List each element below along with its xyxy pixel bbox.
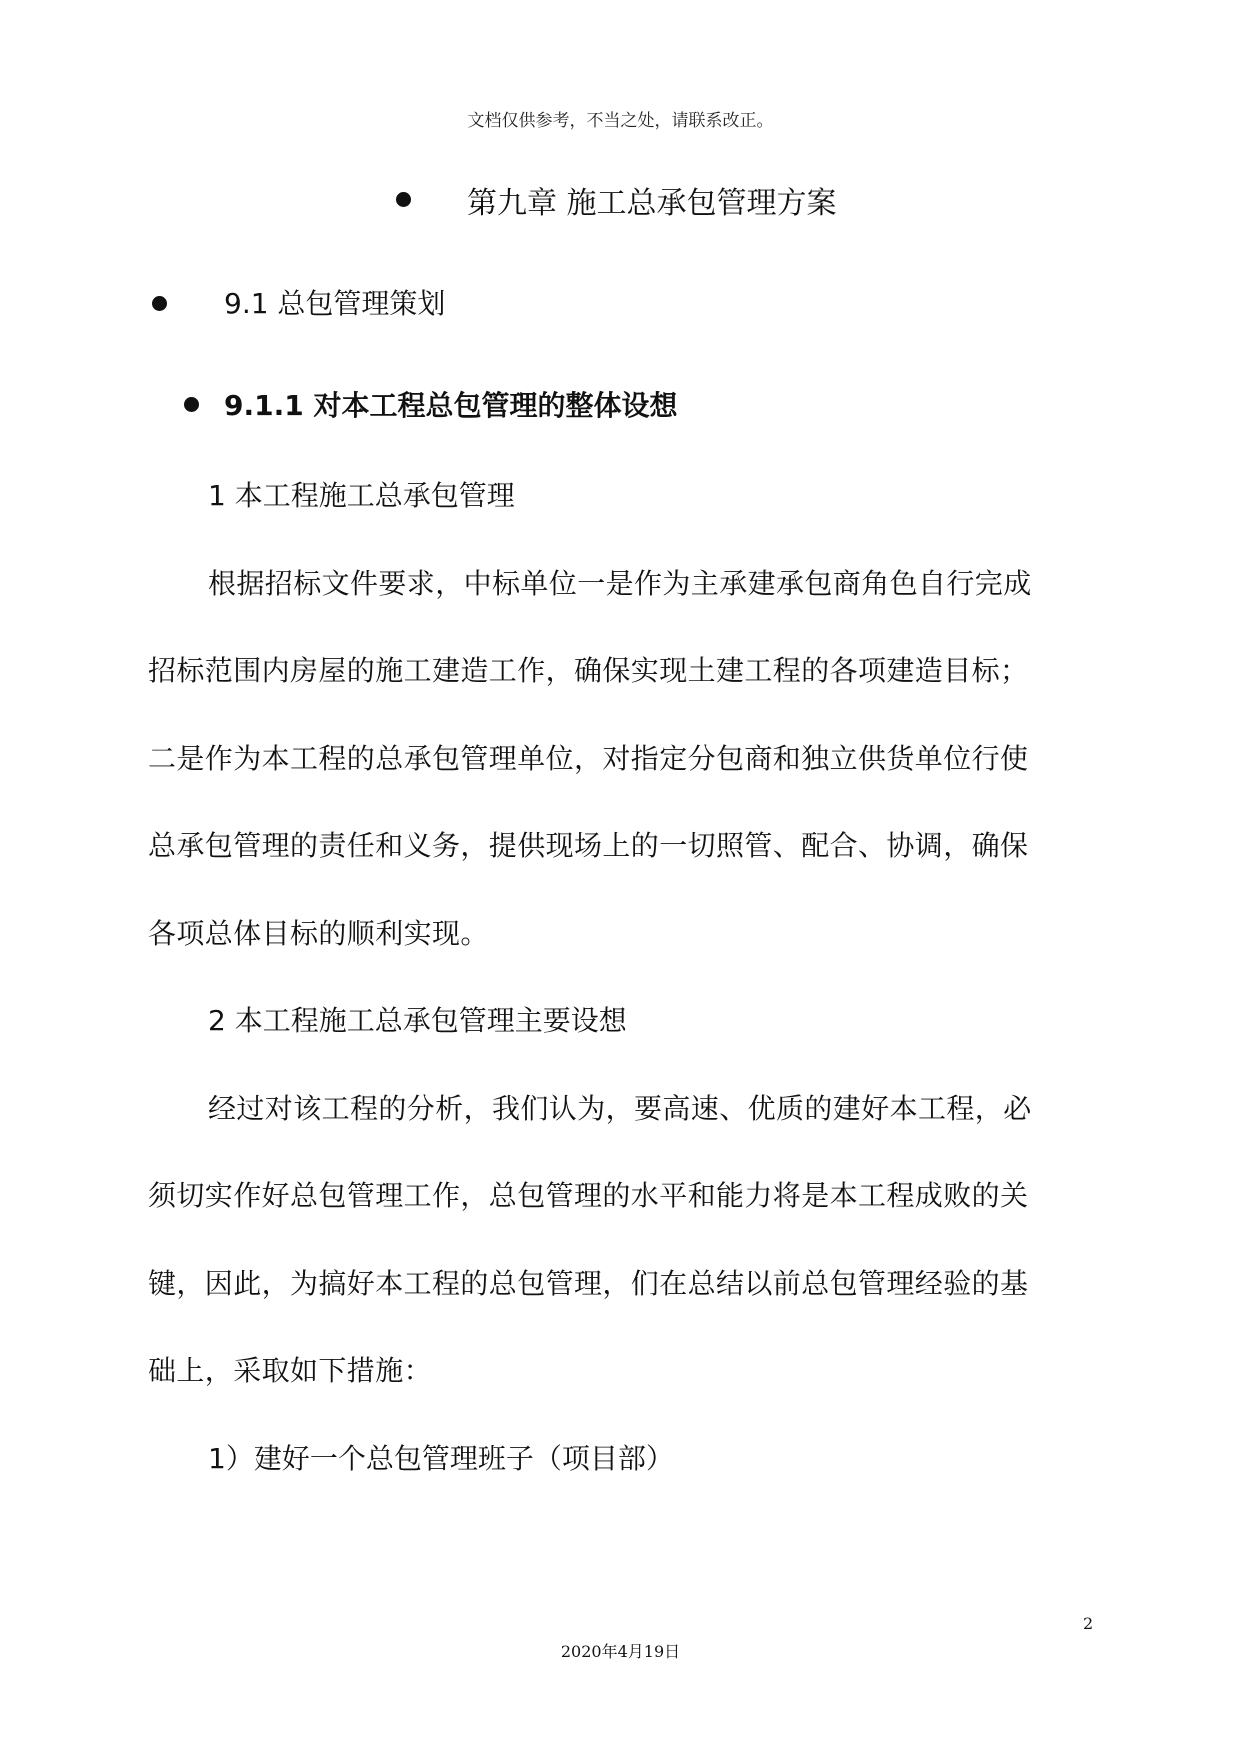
item2-line: 键，因此，为搞好本工程的总包管理，们在总结以前总包管理经验的基 [148, 1267, 1029, 1300]
item2-title: 2 本工程施工总承包管理主要设想 [208, 1004, 627, 1037]
chapter-title-text: 第九章 施工总承包管理方案 [467, 186, 837, 221]
item2-line: 础上，采取如下措施： [148, 1354, 433, 1387]
bullet-icon [396, 192, 411, 207]
item2-line: 经过对该工程的分析，我们认为，要高速、优质的建好本工程，必 [208, 1092, 1032, 1125]
item1-line: 各项总体目标的顺利实现。 [148, 917, 489, 950]
section-9-1-title: 9.1 总包管理策划 [224, 287, 446, 320]
item2-sub1: 1）建好一个总包管理班子（项目部） [208, 1442, 674, 1475]
bullet-icon [184, 397, 199, 412]
section-9-1-1-title: 9.1.1 对本工程总包管理的整体设想 [224, 389, 678, 422]
footer-date: 2020年4月19日 [560, 1642, 681, 1661]
chapter-title [467, 178, 837, 222]
item1-line: 总承包管理的责任和义务，提供现场上的一切照管、配合、协调，确保 [148, 829, 1029, 862]
header-note: 文档仅供参考，不当之处，请联系改正。 [467, 111, 774, 131]
item1-line: 二是作为本工程的总承包管理单位，对指定分包商和独立供货单位行使 [148, 742, 1029, 775]
page-number: 2 [1083, 1614, 1094, 1633]
item1-line: 招标范围内房屋的施工建造工作，确保实现土建工程的各项建造目标； [148, 654, 1029, 687]
item2-line: 须切实作好总包管理工作，总包管理的水平和能力将是本工程成败的关 [148, 1179, 1029, 1212]
item1-line: 根据招标文件要求，中标单位一是作为主承建承包商角色自行完成 [208, 567, 1032, 600]
bullet-icon [152, 296, 167, 311]
item1-title: 1 本工程施工总承包管理 [208, 479, 515, 512]
